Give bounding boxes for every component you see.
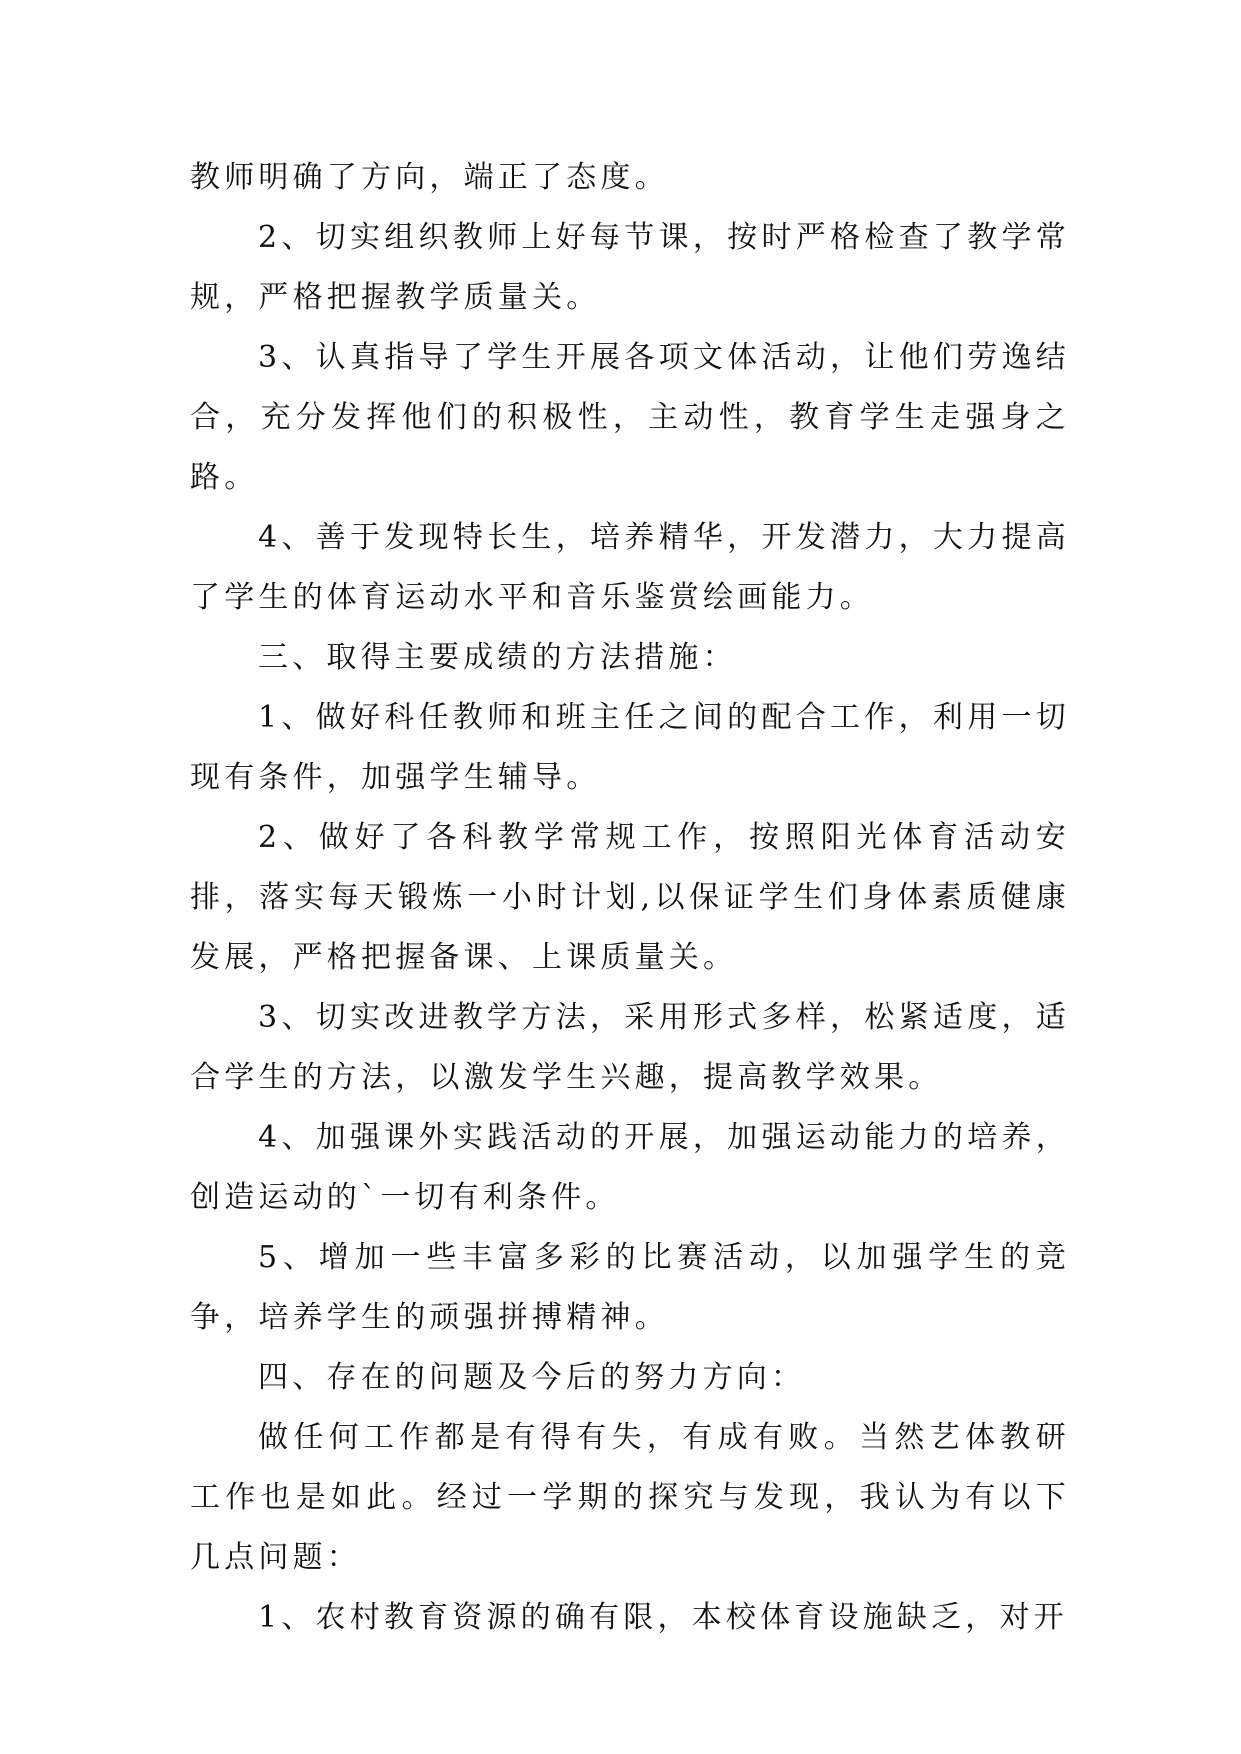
paragraph-11: 1、农村教育资源的确有限，本校体育设施缺乏，对开 xyxy=(258,1600,1068,1635)
paragraph-6: 2、做好了各科教学常规工作，按照阳光体育活动安排，落实每天锻炼一小时计划,以保证学生们身体素质健康发展，严格把握备课、上课质量关。 xyxy=(190,820,1070,975)
paragraph-1: 教师明确了方向，端正了态度。 xyxy=(190,160,669,195)
paragraph-7: 3、切实改进教学方法，采用形式多样，松紧适度，适合学生的方法，以激发学生兴趣，提高教学效果。 xyxy=(190,1000,1070,1095)
paragraph-3: 3、认真指导了学生开展各项文体活动，让他们劳逸结合，充分发挥他们的积极性，主动性，教育学生走强身之路。 xyxy=(190,340,1070,495)
paragraph-10: 做任何工作都是有得有失，有成有败。当然艺体教研工作也是如此。经过一学期的探究与发现，我认为有以下几点问题： xyxy=(190,1420,1070,1575)
section-heading-4: 四、存在的问题及今后的努力方向： xyxy=(258,1360,806,1395)
section-heading-3: 三、取得主要成绩的方法措施： xyxy=(258,640,737,675)
paragraph-8: 4、加强课外实践活动的开展，加强运动能力的培养，创造运动的`一切有利条件。 xyxy=(190,1120,1070,1215)
paragraph-5: 1、做好科任教师和班主任之间的配合工作，利用一切现有条件，加强学生辅导。 xyxy=(190,700,1070,795)
paragraph-2: 2、切实组织教师上好每节课，按时严格检查了教学常规，严格把握教学质量关。 xyxy=(190,220,1070,315)
paragraph-4: 4、善于发现特长生，培养精华，开发潜力，大力提高了学生的体育运动水平和音乐鉴赏绘画能力。 xyxy=(190,520,1070,615)
paragraph-9: 5、增加一些丰富多彩的比赛活动，以加强学生的竞争，培养学生的顽强拼搏精神。 xyxy=(190,1240,1070,1335)
document-page xyxy=(190,148,1070,1648)
